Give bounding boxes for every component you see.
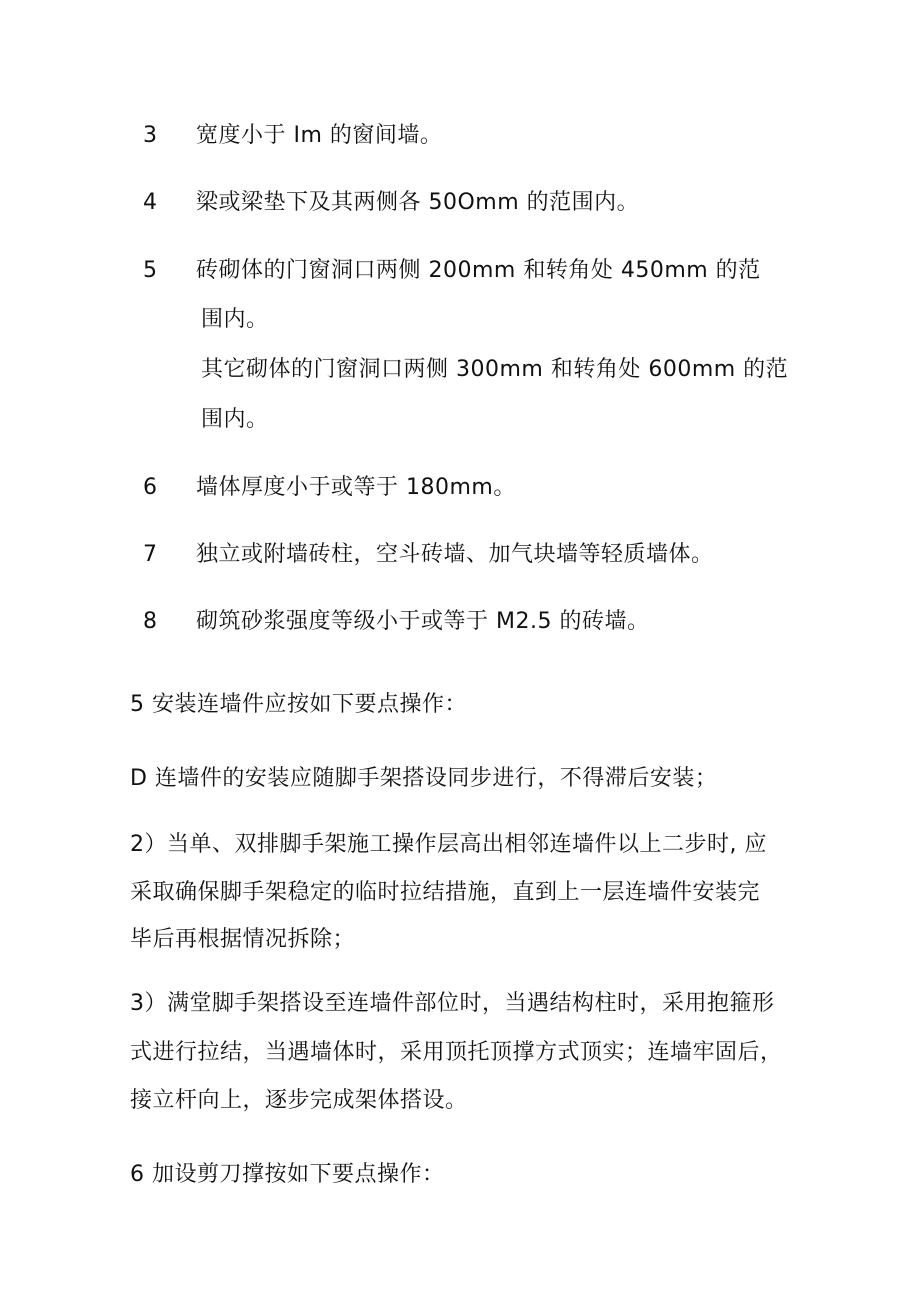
list-item-text: 梁或梁垫下及其两侧各 50Omm 的范围内。	[196, 190, 640, 215]
paragraph-line: 毕后再根据情况拆除；	[130, 927, 356, 952]
paragraph-line: 式进行拉结，当遇墙体时，采用顶托顶撑方式顶实；连墙牢固后，	[130, 1040, 783, 1065]
list-item-number: 3	[143, 123, 158, 148]
list-item-text-continued: 围内。	[201, 307, 269, 332]
section-heading: 5 安装连墙件应按如下要点操作：	[130, 692, 467, 717]
paragraph-line: 3）满堂脚手架搭设至连墙件部位时，当遇结构柱时，采用抱箍形	[130, 991, 775, 1016]
list-item-text-continued: 其它砌体的门窗洞口两侧 300mm 和转角处 600mm 的范	[201, 357, 789, 382]
list-item-text: 砌筑砂浆强度等级小于或等于 M2.5 的砖墙。	[196, 609, 650, 634]
list-item-number: 6	[143, 475, 158, 500]
list-item-text: 砖砌体的门窗洞口两侧 200mm 和转角处 450mm 的范	[196, 258, 761, 283]
list-item-number: 8	[143, 609, 158, 634]
paragraph-line: D 连墙件的安装应随脚手架搭设同步进行，不得滞后安装；	[130, 766, 718, 791]
list-item-number: 4	[143, 190, 158, 215]
list-item-number: 5	[143, 258, 158, 283]
paragraph-line: 2）当单、双排脚手架施工操作层高出相邻连墙件以上二步时, 应	[130, 832, 767, 857]
section-heading: 6 加设剪刀撑按如下要点操作：	[130, 1162, 445, 1187]
paragraph-line: 接立杆向上，逐步完成架体搭设。	[130, 1088, 468, 1113]
list-item-text: 墙体厚度小于或等于 180mm。	[196, 475, 516, 500]
list-item-text: 独立或附墙砖柱，空斗砖墙、加气块墙等轻质墙体。	[196, 542, 714, 567]
list-item-text: 宽度小于 Im 的窗间墙。	[196, 123, 443, 148]
paragraph-line: 采取确保脚手架稳定的临时拉结措施，直到上一层连墙件安装完	[130, 880, 761, 905]
list-item-number: 7	[143, 542, 158, 567]
list-item-text-continued: 围内。	[201, 407, 269, 432]
